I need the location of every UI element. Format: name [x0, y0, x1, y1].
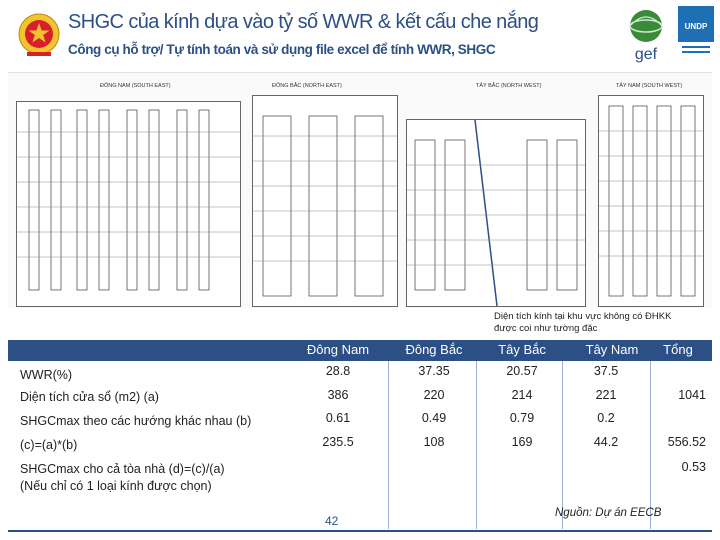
- source-note: Nguồn: Dự án EECB: [555, 507, 662, 519]
- table-cell: 108: [423, 435, 445, 449]
- undp-logo-text: UNDP: [684, 22, 708, 31]
- elevation-label-north-east: ĐÔNG BẮC (NORTH EAST): [272, 83, 342, 89]
- elevation-label-north-west: TÂY BẮC (NORTH WEST): [476, 83, 542, 89]
- row-label-d: SHGCmax cho cả tòa nhà (d)=(c)/(a): [20, 462, 225, 476]
- row-label-wwr: WWR(%): [20, 368, 73, 382]
- page-number: 42: [325, 514, 339, 528]
- column-divider: [476, 361, 477, 529]
- table-cell: 44.2: [593, 435, 619, 449]
- column-divider: [562, 361, 563, 529]
- national-emblem-icon: [14, 8, 64, 64]
- page-title: SHGC của kính dựa vào tỷ số WWR & kết cấu che nắng: [68, 11, 539, 33]
- column-divider: [388, 361, 389, 529]
- building-elevation-north-west: [406, 119, 586, 307]
- column-header-south-west: Tây Nam: [585, 342, 639, 357]
- column-header-north-east: Đông Bắc: [405, 342, 463, 357]
- table-cell-total: 1041: [678, 388, 706, 402]
- footer-rule: [8, 530, 712, 532]
- row-label-c: (c)=(a)*(b): [20, 438, 78, 452]
- elevation-label-south-west: TÂY NAM (SOUTH WEST): [616, 83, 683, 89]
- table-cell: 0.79: [509, 411, 535, 425]
- column-header-north-west: Tây Bắc: [498, 342, 546, 357]
- table-cell: 221: [595, 388, 617, 402]
- facade-windows: [253, 96, 397, 306]
- table-cell: 0.49: [421, 411, 447, 425]
- table-cell: 214: [511, 388, 533, 402]
- facade-windows: [599, 96, 703, 306]
- column-header-south-east: Đông Nam: [306, 342, 370, 357]
- row-label-d-note: (Nếu chỉ có 1 loại kính được chọn): [20, 479, 212, 493]
- table-cell-total: 556.52: [667, 435, 706, 449]
- gef-logo-text: gef: [634, 46, 658, 63]
- table-cell: 220: [423, 388, 445, 402]
- table-cell: 37.5: [593, 364, 619, 378]
- undp-logo-icon: [678, 6, 714, 64]
- table-cell: 169: [511, 435, 533, 449]
- table-cell: 0.61: [325, 411, 351, 425]
- table-cell: 0.2: [597, 411, 615, 425]
- table-cell: 235.5: [322, 435, 354, 449]
- column-header-total: Tổng: [663, 342, 693, 357]
- table-cell: 28.8: [325, 364, 351, 378]
- row-label-shgc-max: SHGCmax theo các hướng khác nhau (b): [20, 414, 252, 428]
- building-elevation-north-east: [252, 95, 398, 307]
- building-elevation-south-east: [16, 101, 241, 307]
- building-elevation-south-west: [598, 95, 704, 307]
- row-label-window-area: Diện tích cửa sổ (m2) (a): [20, 390, 159, 404]
- page-subtitle: Công cụ hỗ trợ/ Tự tính toán và sử dụng file excel để tính WWR, SHGC: [68, 42, 496, 57]
- column-divider: [650, 361, 651, 529]
- table-cell: 20.57: [506, 364, 538, 378]
- table-cell-total: 0.53: [681, 460, 706, 474]
- gef-logo-icon: [620, 6, 672, 64]
- facade-windows: [407, 120, 585, 306]
- table-cell: 37.35: [418, 364, 450, 378]
- table-cell: 386: [327, 388, 349, 402]
- annotation-note: Diện tích kính tại khu vực không có ĐHKK được coi như tường đặc: [494, 311, 672, 334]
- facade-windows: [17, 102, 240, 306]
- elevation-label-south-east: ĐÔNG NAM (SOUTH EAST): [100, 83, 171, 89]
- building-elevations-panel: [8, 72, 712, 308]
